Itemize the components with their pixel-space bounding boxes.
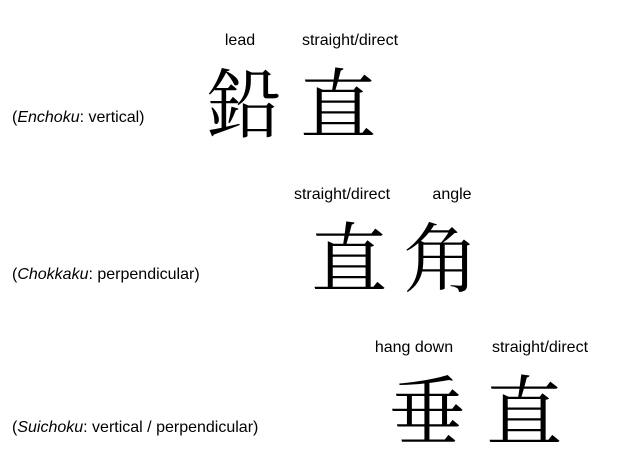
kanji-character: 直 (311, 215, 387, 304)
reading-meaning: : perpendicular) (88, 266, 200, 283)
entry-row-chokkaku (0, 160, 640, 305)
reading-open-paren: ( (12, 109, 18, 126)
kanji-line (200, 61, 388, 150)
reading-romaji: Enchoku (17, 109, 80, 126)
reading-meaning: : vertical / perpendicular) (83, 419, 259, 436)
gloss-text: hang down (374, 339, 454, 356)
reading-meaning: : vertical) (79, 109, 145, 126)
reading-label (12, 267, 200, 283)
reading-romaji: Chokkaku (17, 266, 89, 283)
reading-open-paren: ( (12, 419, 18, 436)
entry-row-suichoku (0, 305, 640, 457)
kanji-character: 角 (403, 215, 479, 304)
gloss-text: angle (432, 186, 472, 203)
gloss-line (358, 340, 610, 356)
reading-label (12, 110, 145, 126)
reading-romaji: Suichoku (17, 419, 84, 436)
entry-row-enchoku (0, 0, 640, 160)
gloss-text: straight/direct (293, 186, 391, 203)
kanji-character: 鉛 (206, 61, 282, 150)
kanji-character: 直 (300, 61, 376, 150)
reading-open-paren: ( (12, 266, 18, 283)
kanji-character: 垂 (389, 368, 465, 457)
kanji-character: 直 (486, 368, 562, 457)
kanji-line (380, 368, 574, 457)
kanji-line (305, 215, 489, 304)
gloss-line (200, 33, 420, 49)
gloss-text: straight/direct (301, 32, 399, 49)
reading-label (12, 420, 258, 436)
gloss-text: straight/direct (491, 339, 589, 356)
gloss-line (272, 187, 492, 203)
gloss-text: lead (224, 32, 256, 49)
